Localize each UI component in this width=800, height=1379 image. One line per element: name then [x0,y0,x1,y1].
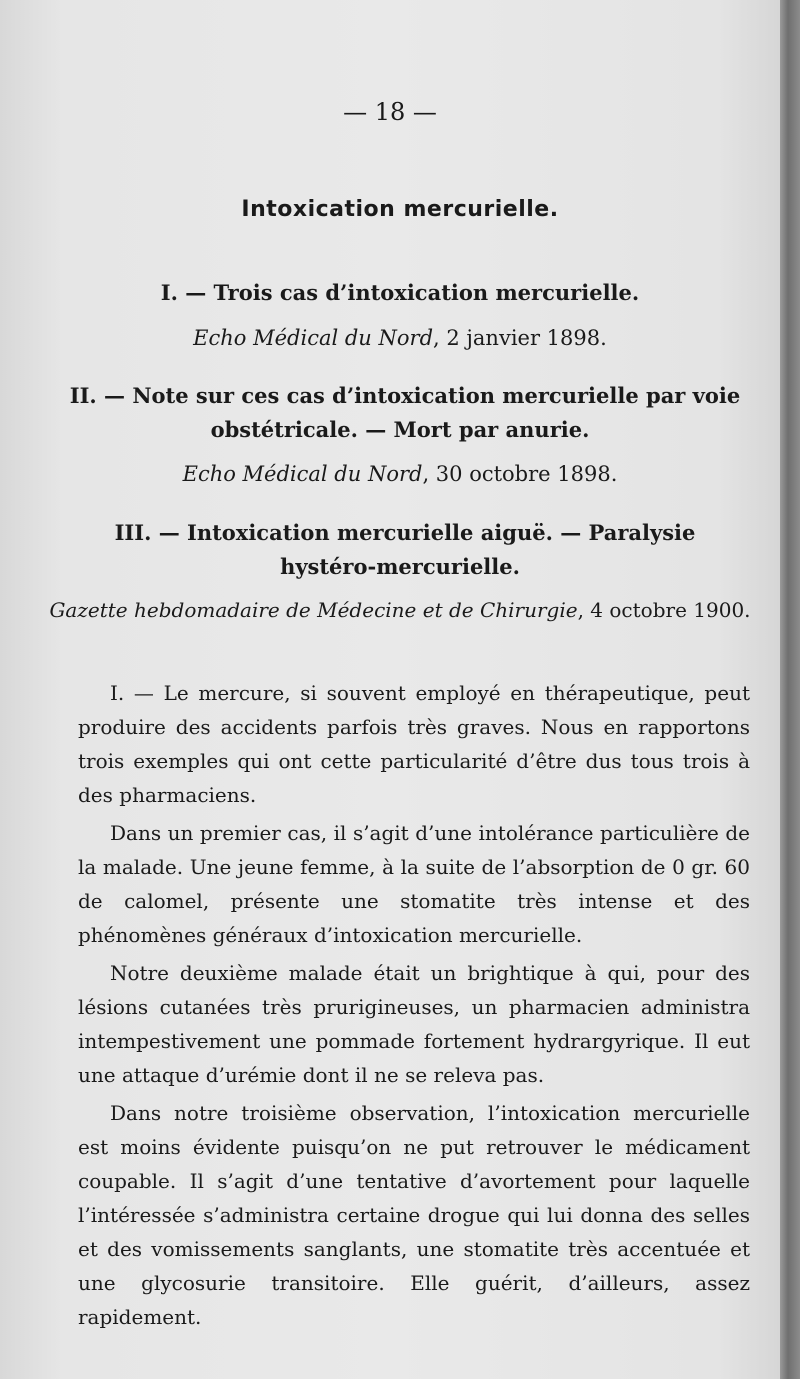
reference-3-source [0,598,800,622]
paragraph-4: Dans notre troisième observation, l’intoxication mercurielle est moins évidente puisqu’on ne put retrouver le médicament coupable. Il s’agit d’une tentative d’avortement pour laquelle l’intéressée s’administra certaine drogue qui lui donna des selles et des vomissements sanglants, une stomatite très accentuée et une glycosurie transitoire. Elle guérit, d’ailleurs, assez rapidement. [78,1101,750,1329]
reference-3-date: , 4 octobre 1900. [577,598,751,622]
page-number: — 18 — [343,98,437,126]
reference-3-title-line1: III. — Intoxication mercurielle aiguë. — Paralysie [114,520,696,545]
reference-1-journal: Echo Médical du Nord [193,326,434,350]
reference-2-date: , 30 octobre 1898. [422,462,618,486]
reference-1-title: I. — Trois cas d’intoxication mercurielle. [160,280,640,305]
section-title: Intoxication mercurielle. [241,197,559,222]
reference-2-journal: Echo Médical du Nord [182,462,423,486]
reference-1-date: , 2 janvier 1898. [433,326,607,350]
paragraph-2: Dans un premier cas, il s’agit d’une intolérance particulière de la malade. Une jeune femme, à la suite de l’absorption de 0 gr. 60 de calomel, présente une stomatite très intense et des phénomènes généraux d’intoxication mercurielle. [78,821,750,947]
paragraph-3: Notre deuxième malade était un brightique à qui, pour des lésions cutanées très prurigineuses, un pharmacien administra intempestivement une pommade fortement hydrargyrique. Il eut une attaque d’urémie dont il ne se releva pas. [78,961,750,1087]
reference-2-source [0,462,800,486]
reference-3-journal: Gazette hebdomadaire de Médecine et de Chirurgie [49,598,578,622]
reference-2-title-line1: II. — Note sur ces cas d’intoxication mercurielle par voie [69,383,741,408]
paragraph-1: I. — Le mercure, si souvent employé en thérapeutique, peut produire des accidents parfois très graves. Nous en rapportons trois exemples qui ont cette particularité d’être dus tous trois à des pharmaciens. [78,681,750,807]
reference-2-title-line2: obstétricale. — Mort par anurie. [210,417,590,442]
reference-1-source [0,326,800,350]
reference-3-title-line2: hystéro-mercurielle. [280,554,520,579]
